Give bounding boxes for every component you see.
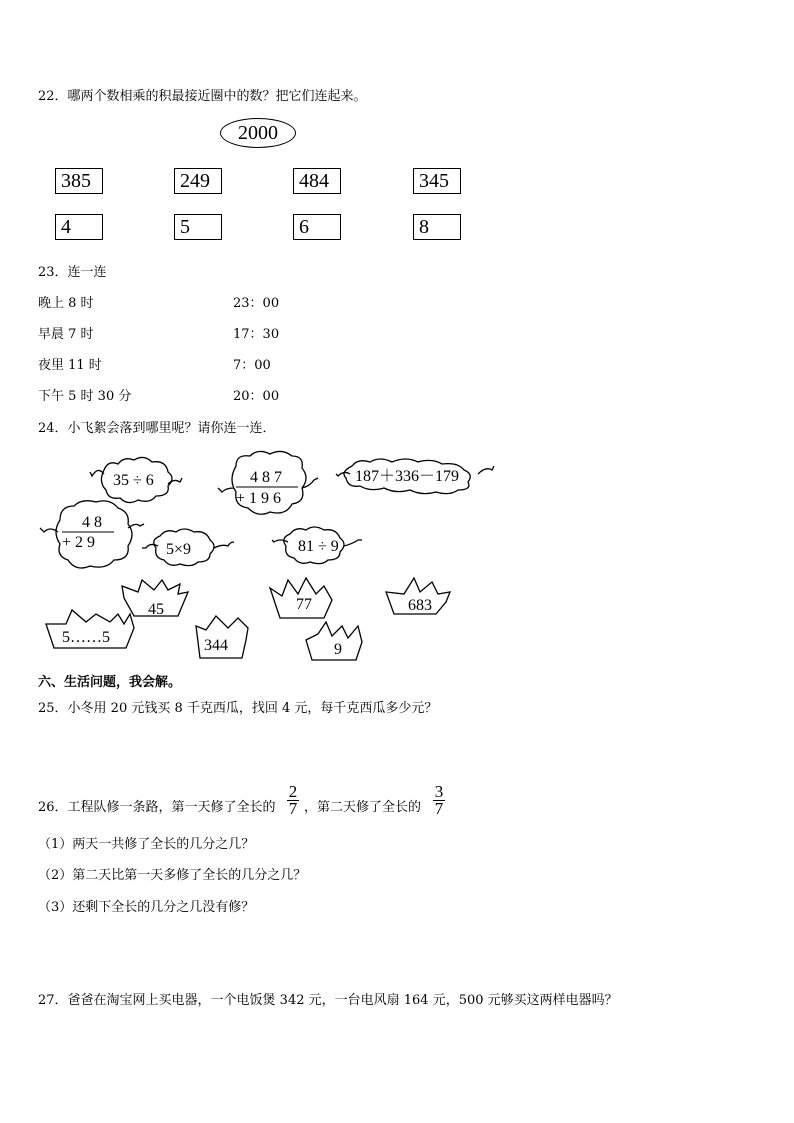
q26-sub2: （2）第二天比第一天多修了全长的几分之几？ [38, 868, 307, 883]
top-number-box[interactable]: 249 [174, 168, 222, 194]
bottom-number-box[interactable]: 4 [55, 214, 103, 240]
top-number-box[interactable]: 385 [55, 168, 103, 194]
bottom-number-box[interactable]: 8 [413, 214, 461, 240]
cloud-f-expression: 81 ÷ 9 [298, 538, 339, 555]
cloud-b-bottom: + 1 9 6 [236, 490, 282, 507]
fraction-denominator: 7 [434, 799, 444, 818]
q26-sub1: （1）两天一共修了全长的几分之几？ [38, 837, 255, 852]
bottom-number-box[interactable]: 6 [293, 214, 341, 240]
grass-label: 77 [296, 596, 312, 613]
target-number-ellipse: 2000 [220, 118, 296, 148]
q23-title: 23．连一连 [38, 265, 107, 280]
q27-text: 27．爸爸在淘宝网上买电器，一个电饭煲 342 元，一台电风扇 164 元，500 元够买这两样电器吗？ [38, 993, 618, 1008]
cloud-c-expression: 187＋336－179 [355, 468, 460, 485]
time-24h[interactable]: 23：00 [233, 296, 280, 311]
fluff-and-grass-illustration [0, 440, 794, 670]
cloud-d-top: 4 8 [82, 514, 102, 531]
q26-sub3: （3）还剩下全长的几分之几没有修？ [38, 900, 255, 915]
top-number-box[interactable]: 345 [413, 168, 461, 194]
section-heading: 六、生活问题，我会解。 [38, 675, 182, 690]
time-24h[interactable]: 20：00 [233, 389, 280, 404]
time-description[interactable]: 早晨 7 时 [38, 327, 94, 342]
grass-label: 5……5 [62, 629, 110, 646]
fraction-3-7 [433, 784, 445, 817]
time-24h[interactable]: 7：00 [233, 358, 271, 373]
time-description[interactable]: 下午 5 时 30 分 [38, 389, 132, 404]
q26-prefix: 26．工程队修一条路，第一天修了全长的 [38, 800, 276, 815]
q26-middle: ，第二天修了全长的 [304, 800, 422, 815]
q25-text: 25．小冬用 20 元钱买 8 千克西瓜，找回 4 元，每千克西瓜多少元？ [38, 701, 438, 716]
grass-label: 344 [204, 637, 228, 654]
cloud-a-expression: 35 ÷ 6 [113, 472, 154, 489]
time-description[interactable]: 晚上 8 时 [38, 296, 94, 311]
fraction-numerator: 3 [434, 782, 444, 801]
cloud-d-bottom: + 2 9 [62, 534, 96, 551]
grass-label: 9 [334, 641, 342, 658]
fraction-denominator: 7 [288, 799, 298, 818]
grass-label: 683 [408, 597, 432, 614]
top-number-box[interactable]: 484 [293, 168, 341, 194]
fraction-numerator: 2 [288, 782, 298, 801]
time-24h[interactable]: 17：30 [233, 327, 280, 342]
q24-text: 24．小飞絮会落到哪里呢？请你连一连． [38, 421, 276, 436]
grass-label: 45 [148, 601, 164, 618]
fraction-2-7 [287, 784, 299, 817]
cloud-b-top: 4 8 7 [250, 469, 282, 486]
q22-text: 22．哪两个数相乘的积最接近圈中的数？把它们连起来。 [38, 89, 367, 104]
time-description[interactable]: 夜里 11 时 [38, 358, 102, 373]
bottom-number-box[interactable]: 5 [174, 214, 222, 240]
cloud-e-expression: 5×9 [166, 541, 192, 558]
